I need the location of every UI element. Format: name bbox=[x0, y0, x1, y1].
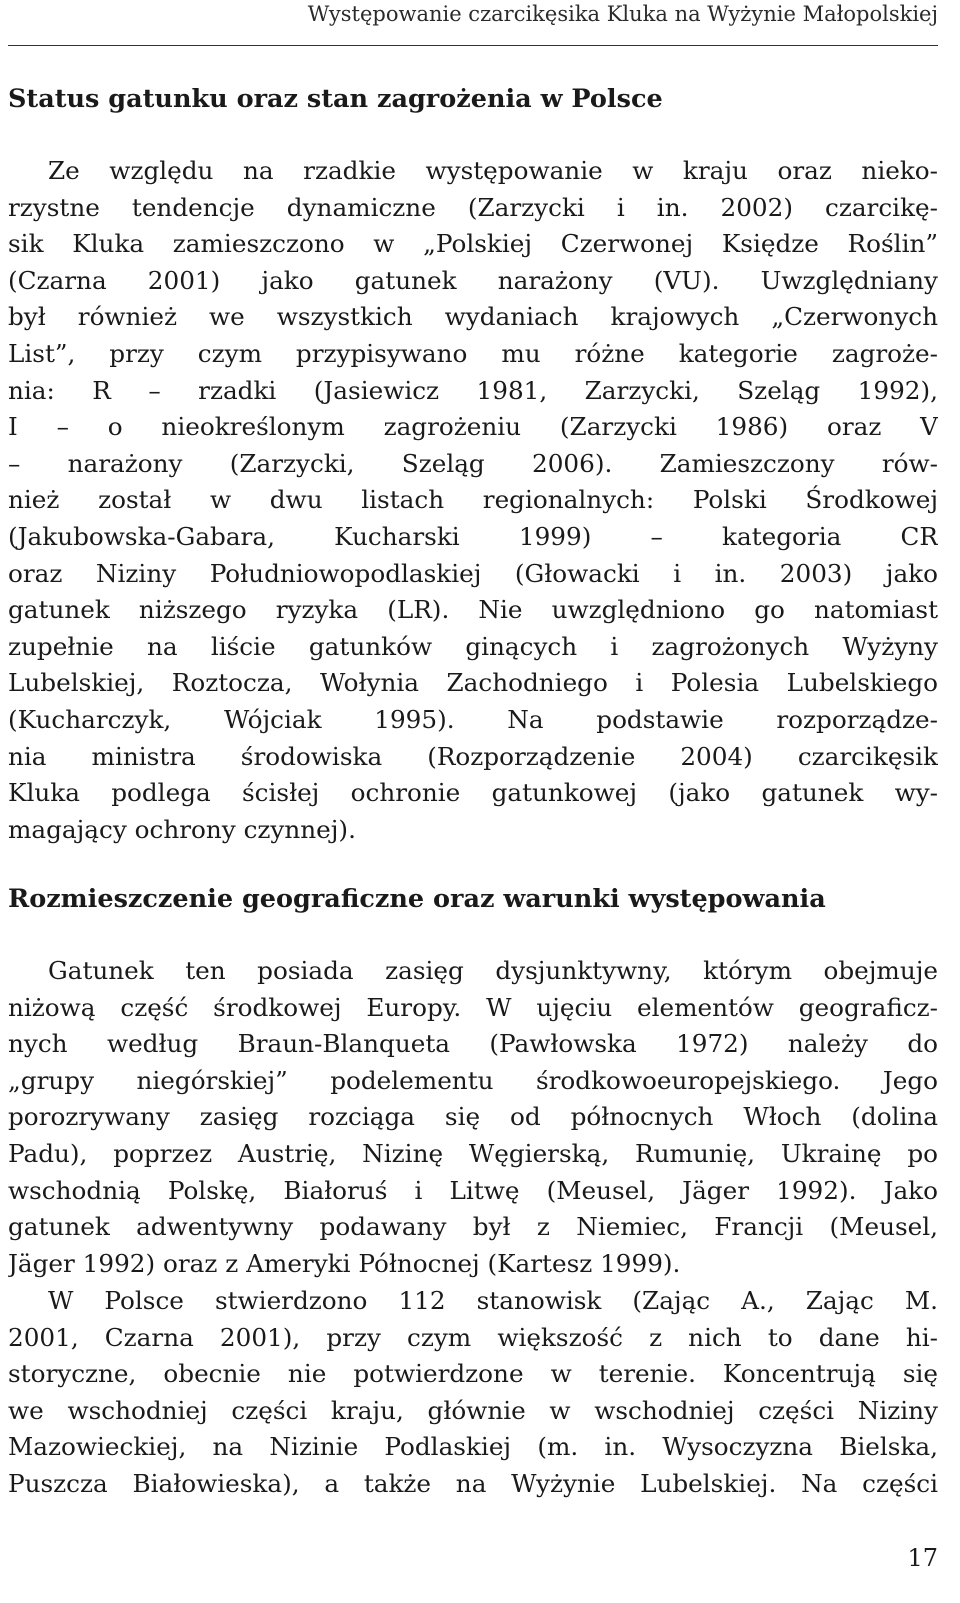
text-line: gatunek adwentywny podawany był z Niemiec, Francji (Meusel, bbox=[8, 1212, 938, 1242]
running-head-title: Występowanie czarcikęsika Kluka na Wyżynie Małopolskiej bbox=[307, 2, 938, 26]
paragraph-distribution-1 bbox=[8, 953, 938, 1282]
text-line: Gatunek ten posiada zasięg dysjunktywny, którym obejmuje bbox=[48, 956, 938, 985]
text-line: List”, przy czym przypisywano mu różne kategorie zagroże- bbox=[8, 338, 938, 368]
text-line: magający ochrony czynnej). bbox=[8, 814, 356, 844]
text-line: (Kucharczyk, Wójciak 1995). Na podstawie rozporządze- bbox=[8, 704, 938, 734]
text-line: wschodnią Polskę, Białoruś i Litwę (Meusel, Jäger 1992). Jako bbox=[8, 1175, 938, 1205]
text-line: oraz Niziny Południowopodlaskiej (Głowacki i in. 2003) jako bbox=[8, 558, 938, 588]
text-line: (Czarna 2001) jako gatunek narażony (VU). Uwzględniany bbox=[8, 265, 938, 295]
text-line: W Polsce stwierdzono 112 stanowisk (Zając A., Zając M. bbox=[48, 1286, 938, 1315]
text-line: rzystne tendencje dynamiczne (Zarzycki i in. 2002) czarcikę- bbox=[8, 192, 938, 222]
text-line: 2001, Czarna 2001), przy czym większość z nich to dane hi- bbox=[8, 1322, 938, 1352]
text-line: Mazowieckiej, na Nizinie Podlaskiej (m. in. Wysoczyzna Bielska, bbox=[8, 1432, 938, 1462]
text-line: Padu), poprzez Austrię, Nizinę Węgierską, Rumunię, Ukrainę po bbox=[8, 1138, 938, 1168]
text-line: porozrywany zasięg rozciąga się od północnych Włoch (dolina bbox=[8, 1102, 938, 1132]
text-line: Ze względu na rzadkie występowanie w kraju oraz nieko- bbox=[48, 156, 938, 185]
text-line: nych według Braun-Blanqueta (Pawłowska 1972) należy do bbox=[8, 1029, 938, 1059]
text-line: był również we wszystkich wydaniach krajowych „Czerwonych bbox=[8, 302, 938, 332]
text-line: Lubelskiej, Roztocza, Wołynia Zachodniego i Polesia Lubelskiego bbox=[8, 668, 938, 698]
text-line: Puszcza Białowieska), a także na Wyżynie Lubelskiej. Na części bbox=[8, 1468, 938, 1498]
paragraph-status bbox=[8, 153, 938, 848]
text-line: (Jakubowska-Gabara, Kucharski 1999) – kategoria CR bbox=[8, 521, 938, 551]
text-line: nia: R – rzadki (Jasiewicz 1981, Zarzycki, Szeląg 1992), bbox=[8, 375, 938, 405]
text-line: Jäger 1992) oraz z Ameryki Północnej (Kartesz 1999). bbox=[8, 1248, 681, 1278]
text-line: I – o nieokreślonym zagrożeniu (Zarzycki 1986) oraz V bbox=[8, 412, 938, 442]
text-line: „grupy niegórskiej” podelementu środkowoeuropejskiego. Jego bbox=[8, 1065, 938, 1095]
text-line: niżową część środkowej Europy. W ujęciu elementów geograficz- bbox=[8, 992, 938, 1022]
text-line: nia ministra środowiska (Rozporządzenie 2004) czarcikęsik bbox=[8, 741, 938, 771]
page-number: 17 bbox=[907, 1544, 938, 1572]
text-line: we wschodniej części kraju, głównie w wschodniej części Niziny bbox=[8, 1395, 938, 1425]
text-line: sik Kluka zamieszczono w „Polskiej Czerwonej Księdze Roślin” bbox=[8, 229, 938, 259]
text-line: Kluka podlega ścisłej ochronie gatunkowej (jako gatunek wy- bbox=[8, 778, 938, 808]
section-heading-status: Status gatunku oraz stan zagrożenia w Polsce bbox=[8, 84, 663, 114]
text-line: nież został w dwu listach regionalnych: Polski Środkowej bbox=[8, 485, 938, 515]
text-line: storyczne, obecnie nie potwierdzone w terenie. Koncentrują się bbox=[8, 1359, 938, 1389]
running-head bbox=[8, 0, 938, 46]
paragraph-distribution-2 bbox=[8, 1283, 938, 1503]
text-line: zupełnie na liście gatunków ginących i zagrożonych Wyżyny bbox=[8, 631, 938, 661]
text-line: gatunek niższego ryzyka (LR). Nie uwzględniono go natomiast bbox=[8, 595, 938, 625]
text-line: – narażony (Zarzycki, Szeląg 2006). Zamieszczony rów- bbox=[8, 448, 938, 478]
section-heading-distribution: Rozmieszczenie geograficzne oraz warunki występowania bbox=[8, 884, 826, 914]
